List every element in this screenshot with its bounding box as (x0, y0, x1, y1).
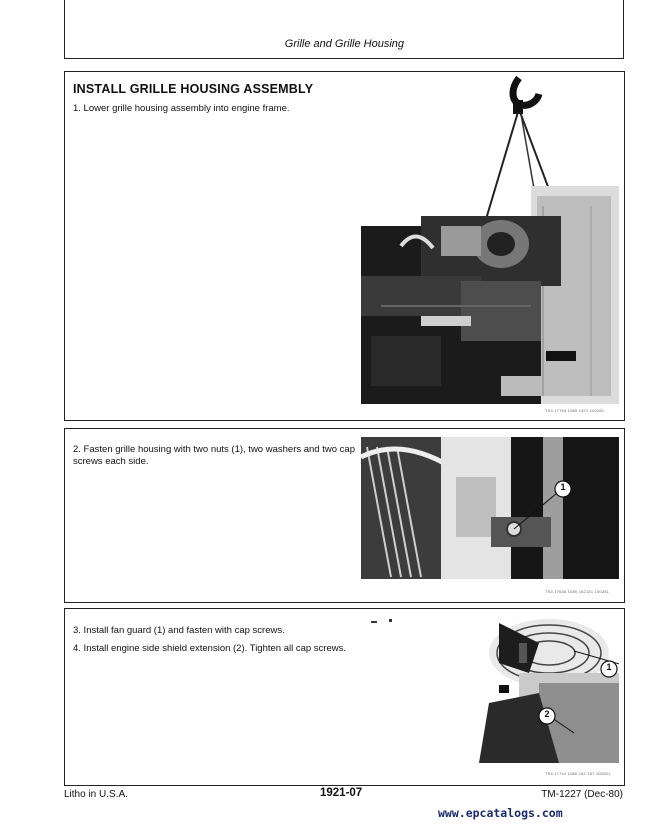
callout-2: 2 (544, 709, 550, 719)
callout-1: 1 (560, 482, 566, 492)
photo-fan-guard-shield (369, 613, 619, 763)
photo-lowering-grille-housing (361, 76, 619, 404)
section-install-grille-housing (64, 71, 625, 421)
page-number: 1921-07 (320, 787, 363, 799)
photo-caption: TS4 17763 1080 1321 100281 (545, 408, 605, 413)
footer-litho: Litho in U.S.A. (64, 789, 128, 800)
section-title: INSTALL GRILLE HOUSING ASSEMBLY (73, 82, 314, 96)
step-4: 4. Install engine side shield extension (2). Tighten all cap screws. (73, 643, 347, 654)
photo-grille-housing-nuts (361, 437, 619, 579)
callout-1: 1 (606, 662, 612, 672)
step-3: 3. Install fan guard (1) and fasten with cap screws. (73, 625, 285, 636)
header-right-rule (623, 0, 624, 58)
step-2: 2. Fasten grille housing with two nuts (1), two washers and two cap screws each side. (73, 444, 355, 467)
step-1: 1. Lower grille housing assembly into engine frame. (73, 103, 290, 114)
photo-caption: TS4 17636 1080 162151 100281 (545, 589, 610, 594)
page-header-title: Grille and Grille Housing (284, 38, 404, 50)
watermark-link[interactable]: www.epcatalogs.com (438, 806, 563, 820)
header-bottom-rule (64, 58, 624, 59)
photo-caption: TS4 17741 1080 162 157 100281 (545, 771, 611, 776)
section-fasten-grille-housing (64, 428, 625, 603)
footer-manual-id: TM-1227 (Dec-80) (541, 789, 623, 800)
section-install-fan-guard (64, 608, 625, 786)
